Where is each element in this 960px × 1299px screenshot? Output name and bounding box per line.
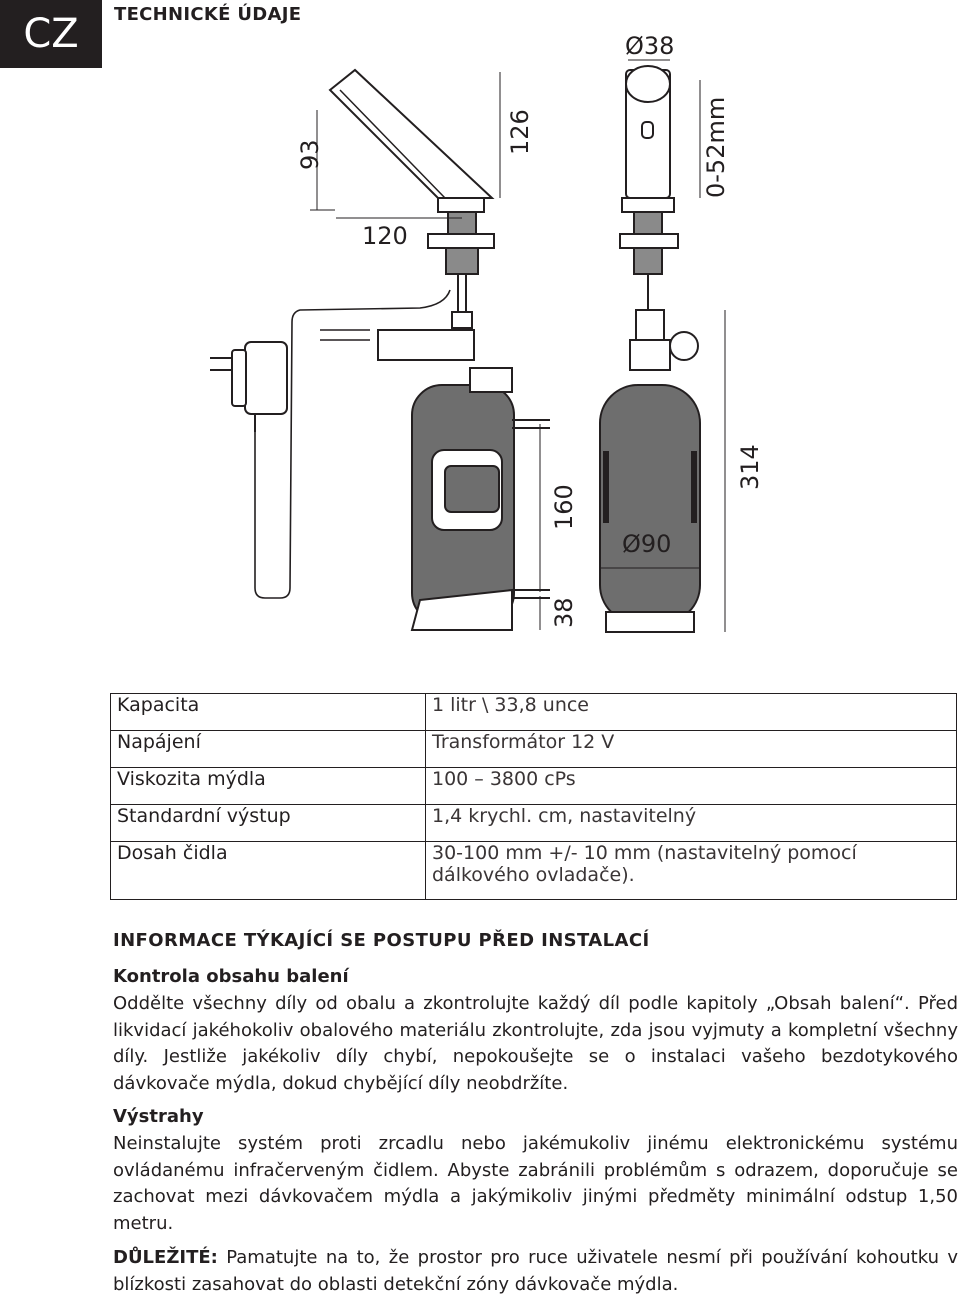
important-label: DŮLEŽITÉ:	[113, 1247, 218, 1268]
table-row	[111, 805, 957, 842]
spec-value: 1,4 krychl. cm, nastavitelný	[426, 805, 957, 842]
spec-label: Dosah čidla	[111, 842, 426, 900]
language-badge: CZ	[0, 0, 102, 68]
power-adapter	[245, 342, 287, 414]
warnings-text: Neinstalujte systém proti zrcadlu nebo jakémukoliv jinému elektronickému systému ovládanému infračerveným čidlem. Abyste zabránili problémům s odrazem, doporučuje se zachovat mezi dávkovačem mýdla a jakýmikoliv jinými předměty minimální odstup 1,50 metru.	[113, 1133, 958, 1234]
dimension-38: 38	[550, 597, 578, 628]
dimension-120: 120	[362, 222, 408, 250]
important-text: Pamatujte na to, že prostor pro ruce uživatele nesmí při používání kohoutku v blízkosti zasahovat do oblasti detekční zóny dávkovače mýdla.	[113, 1247, 958, 1295]
dimension-0-52mm: 0-52mm	[702, 96, 730, 198]
dimension-160: 160	[550, 484, 578, 530]
spec-value: 30-100 mm +/- 10 mm (nastavitelný pomocí dálkového ovladače).	[426, 842, 957, 900]
soap-bottle-front	[600, 385, 700, 623]
table-row	[111, 694, 957, 731]
package-check-text: Oddělte všechny díly od obalu a zkontrolujte každý díl podle kapitoly „Obsah balení“. Před likvidací jakéhokoliv obalového materiálu zkontrolujte, zda jsou vyjmuty a kompletní všechny díly. Jestliže jakékoliv díly chybí, nepokoušejte se o instalaci vašeho bezdotykového dávkovače mýdla, dokud chybějící díly neobdržíte.	[113, 993, 958, 1094]
warnings-title: Výstrahy	[113, 1106, 204, 1127]
section-title: INFORMACE TÝKAJÍCÍ SE POSTUPU PŘED INSTALACÍ	[113, 930, 650, 951]
spec-value: 1 litr \ 33,8 unce	[426, 694, 957, 731]
spec-label: Kapacita	[111, 694, 426, 731]
table-row	[111, 768, 957, 805]
dimension-diameter-38: Ø38	[625, 32, 675, 60]
spec-label: Viskozita mýdla	[111, 768, 426, 805]
package-check-title: Kontrola obsahu balení	[113, 966, 349, 987]
spec-label: Standardní výstup	[111, 805, 426, 842]
dimension-126: 126	[506, 109, 534, 155]
threaded-shank	[448, 212, 476, 234]
spec-value: 100 – 3800 cPs	[426, 768, 957, 805]
important-note	[113, 1245, 958, 1298]
dimension-93: 93	[296, 139, 324, 170]
table-row	[111, 731, 957, 768]
faucet-spout-side	[330, 70, 492, 198]
table-row	[111, 842, 957, 900]
specifications-table	[110, 693, 957, 900]
dimension-314: 314	[736, 444, 764, 490]
spec-value: Transformátor 12 V	[426, 731, 957, 768]
page-title: TECHNICKÉ ÚDAJE	[114, 4, 302, 25]
spec-label: Napájení	[111, 731, 426, 768]
dimension-diameter-90: Ø90	[622, 530, 672, 558]
